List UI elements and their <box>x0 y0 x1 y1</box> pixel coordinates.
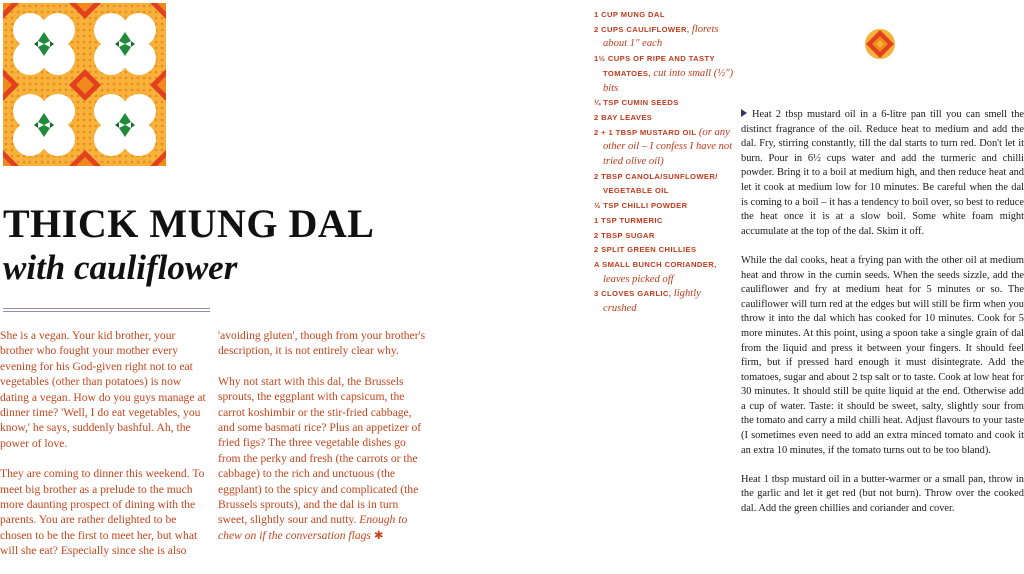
ingredient-item: 2 CUPS CAULIFLOWER, florets about 1" each <box>594 23 719 50</box>
ingredient-item: A SMALL BUNCH CORIANDER, leaves picked off <box>594 259 717 285</box>
intro-italic-text: Enough to chew on if the conversation flags <box>218 513 408 542</box>
ingredient-item: 2 SPLIT GREEN CHILLIES <box>594 245 697 255</box>
intro-paragraph <box>218 374 428 543</box>
triangle-bullet-icon <box>741 109 747 117</box>
method-step: While the dal cooks, heat a frying pan with the other oil at medium heat and throw in the cumin seeds. When the seeds sizzle, add the cauliflower and fry at medium heat for 5 minutes or so. The cauliflower will turn red at the edges but will still be firm when you throw it into the dal which has cooked for 10 minutes. Cook for 5 more minutes. At this point, using a spoon take a single grain of dal from the liquid and press it between your fingers. It should feel firm, but if pressed hard enough it must disintegrate. Add the tomatoes, sugar and about 2 tsp salt or to taste. Cook at low heat for 30 minutes. It should still be quite liquid at the end. Otherwise add a cup of water. Taste: it should be sweet, salty, slightly sour from the tomato and carry a mild chilli heat. Adjust flavours to your taste (I sometimes even need to add an extra minced tomato and cook it an extra 10 minutes, if the tomato turns out to be too bland). <box>741 254 1024 456</box>
ingredient-item: 1½ CUPS OF RIPE AND TASTY TOMATOES, cut into small (½") bits <box>594 54 734 94</box>
ingredient-item: 3 CLOVES GARLIC, lightly crushed <box>594 288 701 315</box>
end-mark-icon: ✱ <box>373 528 384 542</box>
recipe-title: THICK MUNG DAL <box>3 201 375 246</box>
method-step: Heat 1 tbsp mustard oil in a butter-warmer or a small pan, throw in the garlic and let it get red (but not burn). Throw over the cooked dal. Add the green chillies and coriander and cover. <box>741 473 1024 515</box>
ingredient-item: 1 TSP TURMERIC <box>594 215 663 225</box>
intro-text: Why not start with this dal, the Brussels sprouts, the eggplant with capsicum, the carrot koshimbir or the stir-fried cabbage, and some basmati rice? Plus an appetizer of fried figs? The three vegetable dishes go from the perky and fresh (the carrots or the cabbage) to the rich and unctuous (the eggplant) to the spicy and complicated (the Brussels sprouts), and the dal is in turn sweet, slightly sour and nutty. <box>218 374 422 527</box>
ingredient-item: ½ TSP CHILLI POWDER <box>594 201 688 211</box>
intro-column-left <box>0 328 210 574</box>
floral-tile-pattern <box>3 3 166 166</box>
ingredient-item: 2 BAY LEAVES <box>594 112 653 122</box>
intro-paragraph: 'avoiding gluten', though from your brother's description, it is not entirely clear why. <box>218 329 426 358</box>
flower-ornament-icon <box>864 28 896 60</box>
method-step: Heat 2 tbsp mustard oil in a 6-litre pan till you can smell the distinct fragrance of the oil. Reduce heat to medium and add the dal. Fry, stirring constantly, till the dal starts to turn red. Don't let it burn. Pour in 6½ cups water and add the turmeric and chilli powder. Bring it to a boil at medium high, and then reduce heat and let it cook at medium low for 10 minutes. Be careful when the dal is coming to a boil – it has a tendency to boil over, so best to reduce the heat once it is at a slow boil. Some white foam might accumulate at the top of the dal. Skim it off. <box>741 109 1024 237</box>
ingredient-item: 2 TBSP SUGAR <box>594 230 655 240</box>
method-text <box>741 108 1024 531</box>
intro-paragraph: They are coming to dinner this weekend. To meet big brother as a prelude to the much more daunting prospect of dining with the parents. You are rather delighted to be chosen to be the first to meet her, but what will she eat? Especially since she is also <box>0 467 205 558</box>
ingredient-item: 2 TBSP CANOLA/SUNFLOWER/ VEGETABLE OIL <box>594 171 718 196</box>
ingredient-item: ¼ TSP CUMIN SEEDS <box>594 98 679 108</box>
intro-column-right <box>218 328 428 558</box>
ingredient-item: 1 CUP MUNG DAL <box>594 10 665 19</box>
ingredient-list <box>594 8 734 317</box>
intro-paragraph: She is a vegan. Your kid brother, your brother who fought your mother every evening for his God-given right not to eat vegetables (other than potatoes) is now dating a vegan. How do you guys manage at dinner time? 'Well, I do eat vegetables, you know,' he says, suddenly bashful. Ah, the power of love. <box>0 329 206 450</box>
recipe-subtitle: with cauliflower <box>3 248 238 287</box>
ingredient-item: 2 + 1 TBSP MUSTARD OIL (or any other oil – I confess I have not tried olive oil) <box>594 126 733 168</box>
divider-rule-top <box>3 308 210 309</box>
divider-rule-bottom <box>3 311 210 312</box>
